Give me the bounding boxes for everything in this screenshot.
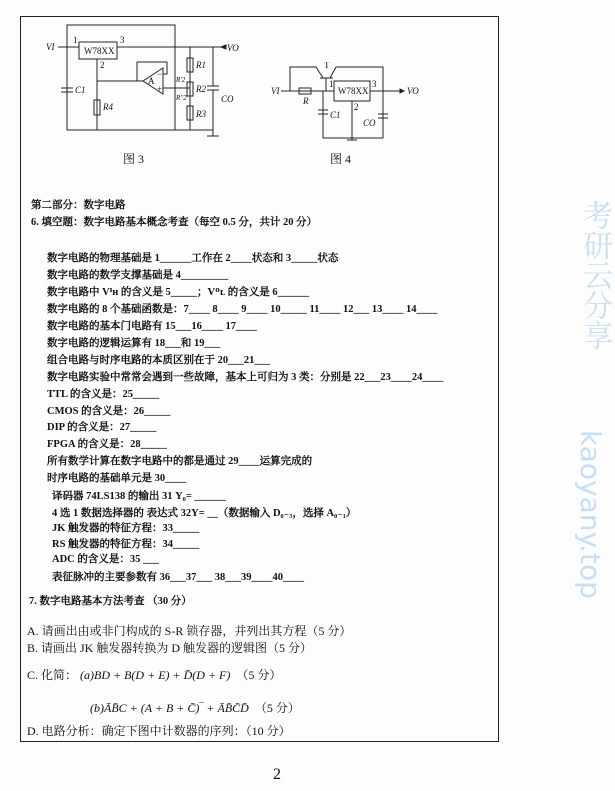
watermark-url: kaoyany.top	[574, 430, 607, 599]
pin-1-label: 1	[329, 79, 334, 89]
fill-blank-line: TTL 的含义是：25_____	[47, 389, 160, 400]
q7-part-c-b	[90, 699, 300, 716]
r1-label: R1	[196, 60, 206, 70]
q7-part-d: D. 电路分析：确定下图中计数器的序列：（10 分）	[27, 724, 291, 738]
fill-blank-line: 数字电路的逻辑运算有 18___和 19___	[47, 338, 221, 349]
figure-3-caption: 图 3	[123, 152, 145, 166]
pin-2-label: 2	[100, 60, 105, 70]
part2-heading: 第二部分：数字电路	[31, 200, 126, 211]
amp-minus: −	[157, 69, 163, 79]
vin-label: VI	[271, 86, 280, 96]
q6-title: 6. 填空题：数字电路基本概念考查（每空 0.5 分，共计 20 分）	[31, 217, 318, 228]
fill-blank-line: 所有数学计算在数字电路中的都是通过 29____运算完成的	[47, 456, 313, 467]
co-label: CO	[363, 118, 376, 128]
fill-blank-line: ADC 的含义是：35 ___	[52, 554, 159, 565]
r2-upper-label: R'2	[176, 76, 186, 84]
figure-4-circuit	[268, 62, 423, 147]
c1-label: C1	[75, 85, 86, 95]
fill-blank-line: 时序电路的基础单元是 30____	[47, 473, 187, 484]
fill-blank-line: 数字电路的数学支撑基础是 4_________	[47, 270, 229, 281]
fill-blank-line: 译码器 74LS138 的输出 31 Y₀= ______	[52, 491, 226, 502]
fill-blank-line: 数字电路实验中常常会遇到一些故障，基本上可归为 3 类：分别是 22___23____24____	[47, 372, 444, 383]
vout-label: VO	[227, 43, 239, 53]
figure-4-caption: 图 4	[330, 152, 352, 166]
transistor-label: T	[324, 62, 330, 70]
c1-label: C1	[330, 110, 341, 120]
vout-label: VO	[407, 86, 419, 96]
figure-3-circuit	[45, 22, 245, 147]
r2-lower-label: R''2	[176, 94, 187, 102]
vin-label: VI	[46, 42, 55, 52]
formula-a-score: （5 分）	[236, 668, 282, 682]
watermark-cn: 考研云分享	[577, 200, 612, 350]
pin-1-label: 1	[73, 35, 78, 45]
fill-blank-line: DIP 的含义是：27_____	[47, 422, 157, 433]
pin-3-label: 3	[372, 79, 377, 89]
amp-label: A	[148, 76, 155, 86]
fill-blank-line: 4 选 1 数据选择器的 表达式 32Y= __（数据输入 D₀₋₃，选择 A₀₋₁）	[52, 508, 357, 519]
fill-blank-line: 表征脉冲的主要参数有 36___37___ 38___39____40____	[52, 572, 304, 583]
amp-plus: +	[157, 84, 163, 94]
q7-part-c-label: C. 化简：	[27, 668, 78, 682]
formula-b: (b)ĀB̄C + (A + B + C̄)‾ + ĀB̄C̄D̄	[90, 701, 249, 715]
q7-part-b: B. 请画出 JK 触发器转换为 D 触发器的逻辑图（5 分）	[27, 641, 313, 655]
fill-blank-line: 数字电路中 Vᴵʜ 的含义是 5_____；Vᴼʟ 的含义是 6______	[47, 287, 310, 298]
q7-part-c	[27, 666, 281, 683]
formula-a: (a)BD + B(D + E) + D̄(D + F)	[80, 668, 231, 682]
r-label: R	[303, 96, 309, 106]
fill-blank-line: 数字电路的基本门电路有 15___16____ 17____	[47, 321, 257, 332]
fill-blank-line: 数字电路的物理基础是 1______工作在 2____状态和 3_____状态	[47, 253, 339, 264]
r4-label: R4	[103, 102, 113, 112]
fill-blank-line: 数字电路的 8 个基础函数是：7____ 8____ 9____ 10_____ 11____ 12___ 13____ 14____	[47, 304, 438, 315]
formula-b-score: （5 分）	[254, 701, 300, 715]
r2-label: R2	[196, 84, 206, 94]
page-number: 2	[273, 766, 281, 783]
fill-blank-line: JK 触发器的特征方程：33_____	[52, 523, 200, 534]
chip-label: W78XX	[84, 46, 115, 56]
co-label: CO	[221, 94, 234, 104]
r3-label: R3	[196, 109, 206, 119]
pin-3-label: 3	[120, 35, 125, 45]
fill-blank-line: CMOS 的含义是：26_____	[47, 406, 171, 417]
q7-title: 7. 数字电路基本方法考查 （30 分）	[29, 596, 192, 607]
fill-blank-line: RS 触发器的特征方程：34_____	[52, 539, 200, 550]
fill-blank-line: FPGA 的含义是：28_____	[47, 439, 167, 450]
fill-blank-line: 组合电路与时序电路的本质区别在于 20___21___	[47, 355, 271, 366]
pin-2-label: 2	[354, 102, 359, 112]
chip-label: W78XX	[338, 86, 369, 96]
q7-part-a: A. 请画出由或非门构成的 S-R 锁存器，并列出其方程（5 分）	[27, 624, 352, 638]
